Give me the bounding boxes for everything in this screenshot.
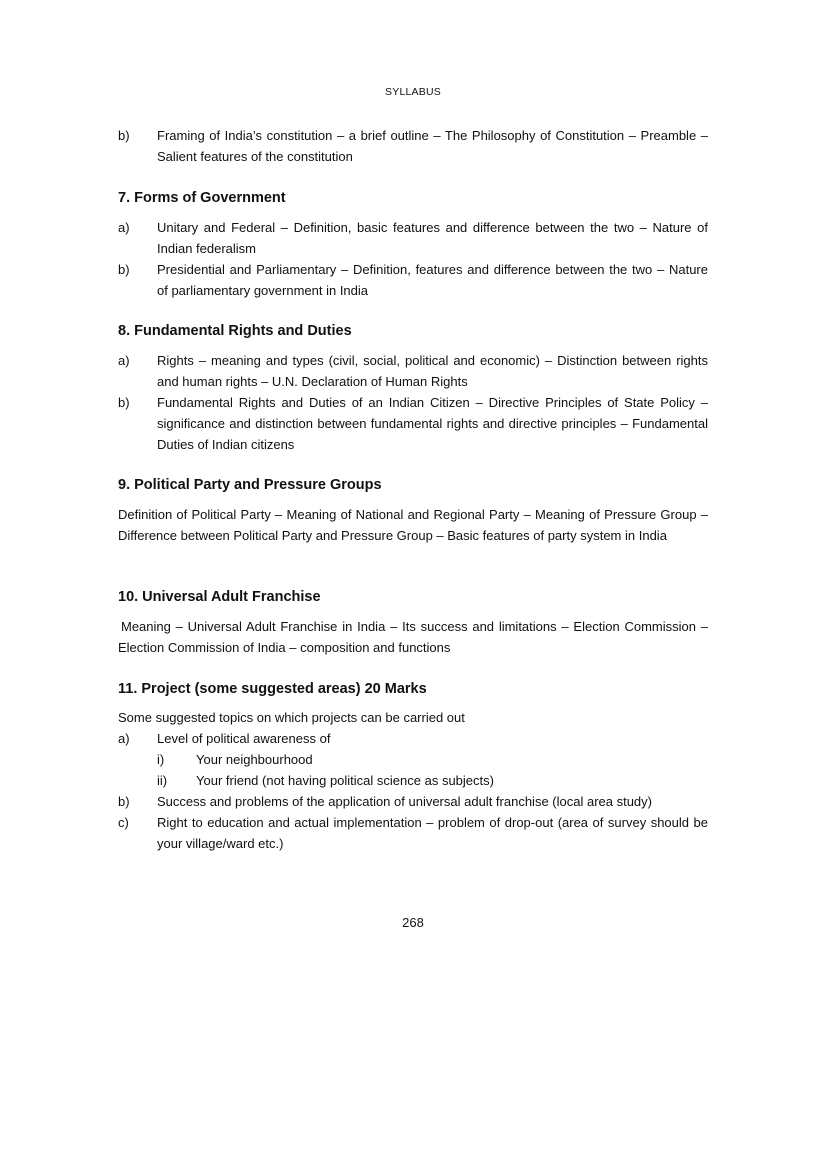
sub-item-label: ii) — [157, 773, 168, 788]
section-11-body — [118, 707, 708, 854]
section-9-heading: 9. Political Party and Pressure Groups — [118, 477, 382, 493]
list-item — [118, 791, 708, 812]
sub-list-item — [157, 749, 708, 770]
section-8-list — [118, 350, 708, 455]
list-item — [118, 350, 708, 392]
intro-item — [118, 125, 708, 167]
section-7-heading: 7. Forms of Government — [118, 190, 286, 206]
page-number: 268 — [402, 915, 424, 930]
item-label: b) — [118, 262, 130, 277]
section-7-list — [118, 217, 708, 301]
item-label: a) — [118, 353, 130, 368]
item-label: b) — [118, 395, 130, 410]
sub-item-label: i) — [157, 752, 165, 767]
item-text: Level of political awareness of — [157, 731, 331, 746]
item-label: b) — [118, 128, 130, 143]
section-8-heading: 8. Fundamental Rights and Duties — [118, 323, 352, 339]
item-text: Success and problems of the application of universal adult franchise (local area study) — [157, 794, 652, 809]
item-text: Framing of India’s constitution – a brief outline – The Philosophy of Constitution – Preamble – Salient features of the constitution — [157, 128, 708, 164]
sub-item-text: Your friend (not having political science as subjects) — [196, 773, 494, 788]
item-label: b) — [118, 794, 130, 809]
item-text: Rights – meaning and types (civil, social, political and economic) – Distinction between rights and human rights – U.N. Declaration of Human Rights — [157, 353, 708, 389]
section-9-text: Definition of Political Party – Meaning of National and Regional Party – Meaning of Pressure Group – Difference between Political Party and Pressure Group – Basic features of party system in India — [118, 507, 708, 543]
item-text: Unitary and Federal – Definition, basic features and difference between the two – Nature of Indian federalism — [157, 220, 708, 256]
item-label: a) — [118, 731, 130, 746]
running-header: SYLLABUS — [385, 86, 441, 98]
item-label: c) — [118, 815, 129, 830]
list-item — [118, 728, 708, 749]
item-text: Presidential and Parliamentary – Definition, features and difference between the two – Nature of parliamentary government in India — [157, 262, 708, 298]
section-11-heading: 11. Project (some suggested areas) 20 Marks — [118, 681, 427, 697]
section-10-heading: 10. Universal Adult Franchise — [118, 589, 321, 605]
item-text: Right to education and actual implementation – problem of drop-out (area of survey should be your village/ward etc.) — [157, 815, 708, 851]
sub-list-item — [157, 770, 708, 791]
list-item — [118, 392, 708, 455]
list-item — [118, 259, 708, 301]
item-text: Fundamental Rights and Duties of an Indian Citizen – Directive Principles of State Policy – significance and distinction between fundamental rights and directive principles – Fundamental Duties of Indian citizens — [157, 395, 708, 452]
item-label: a) — [118, 220, 130, 235]
list-item — [118, 812, 708, 854]
list-item — [118, 217, 708, 259]
section-10-text: Meaning – Universal Adult Franchise in India – Its success and limitations – Election Commission – Election Commission of India – composition and functions — [118, 619, 708, 655]
sub-item-text: Your neighbourhood — [196, 752, 313, 767]
section-11-intro: Some suggested topics on which projects can be carried out — [118, 710, 465, 725]
